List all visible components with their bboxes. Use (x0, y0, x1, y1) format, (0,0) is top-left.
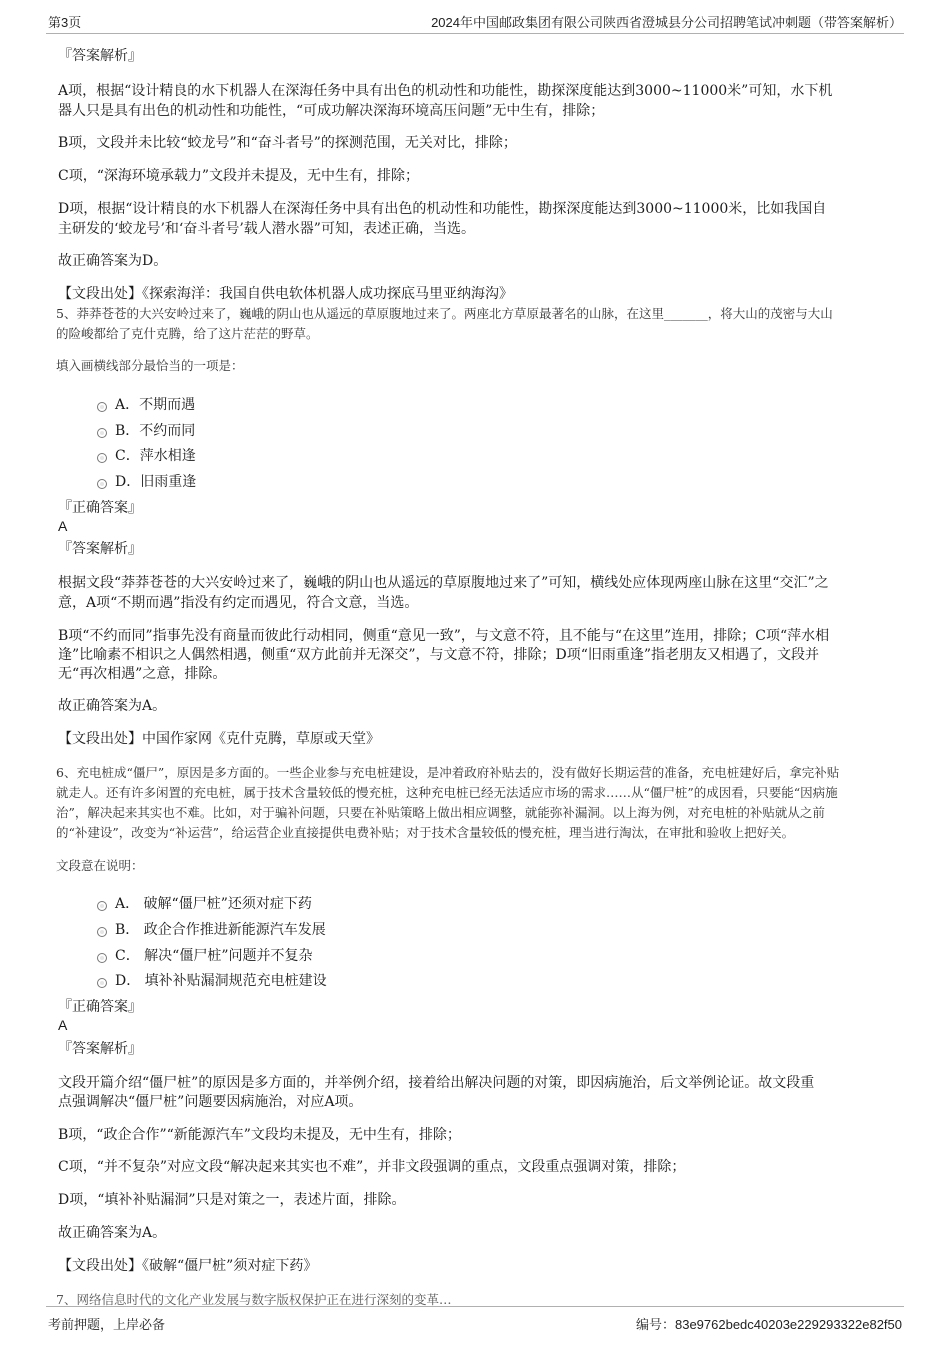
option-a-label: A． 破解“僵尸桩”还须对症下药 (115, 896, 312, 912)
radio-option-d[interactable] (97, 479, 107, 489)
analysis-option-a-line1: A项，根据“设计精良的水下机器人在深海任务中具有出色的机动性和功能性，勘探深度能达到3000~11000米”可知，水下机 (58, 83, 833, 99)
answer-analysis-label: 『答案解析』 (58, 48, 142, 64)
radio-option-b[interactable] (97, 428, 107, 438)
question-6-stem-line1: 6、充电桩成“僵尸”，原因是多方面的。一些企业参与充电桩建设，是冲着政府补贴去的，没有做好长期运营的准备，充电桩建好后，拿完补贴 (56, 765, 840, 780)
analysis-para1-line2: 意，A项“不期而遇”指没有约定而遇见，符合文意，当选。 (58, 595, 419, 611)
correct-answer-label: 『正确答案』 (58, 999, 142, 1015)
answer-analysis-label: 『答案解析』 (58, 1041, 142, 1057)
answer-analysis-label: 『答案解析』 (58, 541, 142, 557)
footer-slogan: 考前押题，上岸必备 (48, 1317, 166, 1332)
conclusion: 故正确答案为D。 (58, 253, 168, 269)
option-b-label: B．不约而同 (115, 423, 196, 439)
question-5-stem-line2: 的险峻都给了克什克腾，给了这片茫茫的野草。 (56, 326, 319, 341)
document-code: 编号：83e9762bedc40203e229293322e82f50 (635, 1317, 902, 1332)
question-6-stem-line2: 就走人。还有许多闲置的充电桩，属于技术含量较低的慢充桩，这种充电桩已经无法适应市场的需求……从“僵尸桩”的成因看，只要能“因病施 (56, 785, 838, 800)
analysis-option-c: C项，“深海环境承载力”文段并未提及，无中生有，排除； (58, 168, 420, 184)
option-a-label: A．不期而遇 (115, 397, 196, 413)
source-citation: 【文段出处】《探索海洋：我国自供电软体机器人成功探底马里亚纳海沟》 (58, 286, 513, 302)
analysis-option-a-line2: 器人只是具有出色的机动性和功能性，“可成功解决深海环境高压问题”无中生有，排除； (58, 103, 605, 119)
question-5-prompt: 填入画横线部分最恰当的一项是： (56, 358, 244, 373)
correct-answer-value: A (58, 518, 68, 534)
analysis-option-d: D项，“填补补贴漏洞”只是对策之一，表述片面，排除。 (58, 1192, 406, 1208)
page-number: 第3页 (48, 15, 82, 30)
radio-option-d[interactable] (97, 978, 107, 988)
radio-option-a[interactable] (97, 402, 107, 412)
radio-option-a[interactable] (97, 901, 107, 911)
analysis-para2-line1: B项“不约而同”指事先没有商量而彼此行动相同，侧重“意见一致”，与文意不符，且不能与“在这里”连用，排除；C项“萍水相 (58, 628, 830, 644)
option-c-label: C．萍水相逢 (115, 448, 196, 464)
question-7-cutoff: 7、网络信息时代的文化产业发展与数字版权保护正在进行深刻的变革… (56, 1292, 452, 1307)
source-citation: 【文段出处】中国作家网《克什克腾，草原或天堂》 (58, 731, 380, 747)
analysis-option-b: B项，文段并未比较“蛟龙号”和“奋斗者号”的探测范围，无关对比，排除； (58, 135, 517, 151)
question-5-stem-line1: 5、莽莽苍苍的大兴安岭过来了，巍峨的阴山也从遥远的草原腹地过来了。两座北方草原最著名的山脉，在这里_______，将大山的茂密与大山 (56, 306, 833, 321)
analysis-para2-line3: 无“再次相遇”之意，排除。 (58, 666, 227, 682)
option-b-label: B． 政企合作推进新能源汽车发展 (115, 922, 326, 938)
analysis-option-d-line1: D项，根据“设计精良的水下机器人在深海任务中具有出色的机动性和功能性，勘探深度能达到3000~11000米，比如我国自 (58, 201, 827, 217)
conclusion: 故正确答案为A。 (58, 698, 167, 714)
analysis-para1-line1: 根据文段“莽莽苍苍的大兴安岭过来了，巍峨的阴山也从遥远的草原腹地过来了”可知，横线处应体现两座山脉在这里“交汇”之 (58, 575, 829, 591)
document-title: 2024年中国邮政集团有限公司陕西省澄城县分公司招聘笔试冲刺题（带答案解析） (431, 15, 902, 30)
analysis-para1-line2: 点强调解决“僵尸桩”问题要因病施治，对应A项。 (58, 1094, 363, 1110)
option-d-label: D．旧雨重逢 (115, 474, 197, 490)
radio-option-c[interactable] (97, 953, 107, 963)
question-6-stem-line4: 的“补建设”，改变为“补运营”，给运营企业直接提供电费补贴；对于技术含量较低的慢充桩，理当进行淘汰，在审批和验收上把好关。 (56, 825, 795, 840)
conclusion: 故正确答案为A。 (58, 1225, 167, 1241)
analysis-option-c: C项，“并不复杂”对应文段“解决起来其实也不难”，并非文段强调的重点，文段重点强调对策，排除； (58, 1159, 686, 1175)
option-d-label: D． 填补补贴漏洞规范充电桩建设 (115, 973, 327, 989)
analysis-option-d-line2: 主研发的‘蛟龙号’和‘奋斗者号’载人潜水器”可知，表述正确，当选。 (58, 221, 475, 237)
option-c-label: C． 解决“僵尸桩”问题并不复杂 (115, 948, 313, 964)
radio-option-b[interactable] (97, 927, 107, 937)
analysis-para2-line2: 逢”比喻素不相识之人偶然相遇，侧重“双方此前并无深交”，与文意不符，排除；D项“旧雨重逢”指老朋友又相遇了，文段并 (58, 647, 820, 663)
radio-option-c[interactable] (97, 453, 107, 463)
footer-divider (46, 1306, 904, 1307)
question-6-prompt: 文段意在说明： (56, 858, 144, 873)
source-citation: 【文段出处】《破解“僵尸桩”须对症下药》 (58, 1258, 318, 1274)
question-6-stem-line3: 治”，解决起来其实也不难。比如，对于骗补问题，只要在补贴策略上做出相应调整，就能弥补漏洞。以上海为例，对充电桩的补贴就从之前 (56, 805, 825, 820)
correct-answer-value: A (58, 1017, 68, 1033)
analysis-para1-line1: 文段开篇介绍“僵尸桩”的原因是多方面的，并举例介绍，接着给出解决问题的对策，即因病施治，后文举例论证。故文段重 (58, 1075, 815, 1091)
correct-answer-label: 『正确答案』 (58, 500, 142, 516)
header-divider (46, 33, 904, 34)
analysis-option-b: B项，“政企合作”“新能源汽车”文段均未提及，无中生有，排除； (58, 1127, 461, 1143)
